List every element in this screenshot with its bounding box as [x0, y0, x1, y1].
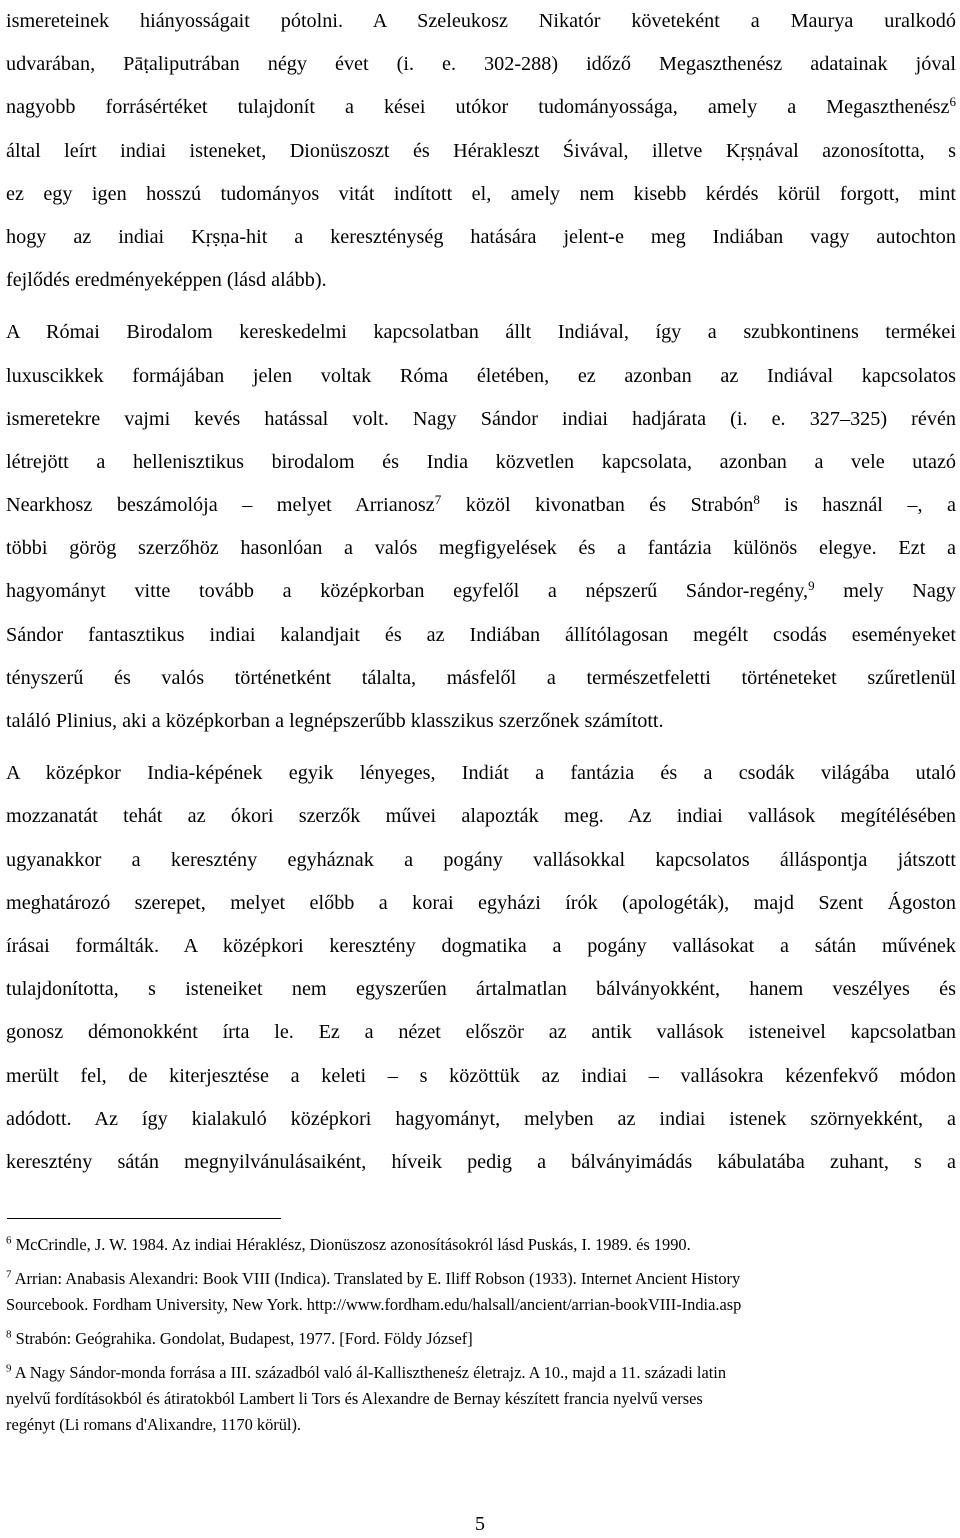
- text-line: luxuscikkek formájában jelen voltak Róma életében, ez azonban az Indiával kapcsolatos: [6, 364, 956, 387]
- text-span: hagyományt vitte tovább a középkorban egyfelől a népszerű Sándor-regény,: [6, 580, 809, 603]
- paragraph-1: [6, 0, 956, 302]
- footnote-number: 7: [6, 1268, 12, 1281]
- text-line: meghatározó szerepet, melyet előbb a korai egyházi írók (apologéták), majd Szent Ágoston: [6, 891, 956, 914]
- body-text: [6, 0, 956, 1184]
- footnote-line: nyelvű fordításokból és átiratokból Lambert li Tors és Alexandre de Bernay készített francia nyelvű verses: [6, 1389, 703, 1408]
- text-line: Sándor fantasztikus indiai kalandjait és az Indiában állítólagosan megélt csodás eseményeket: [6, 623, 956, 646]
- page-number: 5: [475, 1513, 485, 1535]
- footnote-ref-9: 9: [808, 578, 815, 594]
- text-line: keresztény sátán megnyilvánulásaiként, híveik pedig a bálványimádás kábulatába zuhant, s a: [6, 1150, 956, 1173]
- footnote-text: Arrian: Anabasis Alexandri: Book VIII (Indica). Translated by E. Iliff Robson (1933). Internet Ancient History: [14, 1269, 741, 1288]
- text-line: mozzanatát tehát az ókori szerzők művei alapozták meg. Az indiai vallások megítélésében: [6, 805, 956, 828]
- footnote-6: [6, 1232, 958, 1258]
- footnote-line: Sourcebook. Fordham University, New York. http://www.fordham.edu/halsall/ancient/arrian-bookVIII-India.asp: [6, 1295, 742, 1314]
- footnote-7: [6, 1266, 958, 1318]
- footnote-text: Strabón: Geógrahika. Gondolat, Budapest, 1977. [Ford. Földy József]: [15, 1329, 473, 1348]
- footnote-number: 8: [6, 1328, 12, 1341]
- footnote-line: [6, 1266, 958, 1292]
- text-line: tényszerű és valós történetként tálalta, másfelől a természetfeletti történeteket szűretlenül: [6, 666, 956, 689]
- text-span: Nearkhosz beszámolója – melyet Arrianosz: [6, 494, 435, 517]
- footnote-text: McCrindle, J. W. 1984. Az indiai Héraklész, Dionüszosz azonosításokról lásd Puskás, I. 1989. és 1990.: [15, 1235, 691, 1254]
- text-line: ez egy igen hosszú tudományos vitát indított el, amely nem kisebb kérdés körül forgott, mint: [6, 182, 956, 205]
- text-line: találó Plinius, aki a középkorban a legnépszerűbb klasszikus szerzőnek számított.: [6, 710, 664, 732]
- text-line: hogy az indiai Kṛṣṇa-hit a kereszténység hatására jelent-e meg Indiában vagy autochton: [6, 225, 956, 248]
- text-line: ismeretekre vajmi kevés hatással volt. Nagy Sándor indiai hadjárata (i. e. 327–325) révén: [6, 407, 956, 430]
- text-line: tulajdonította, s isteneiket nem egyszerűen ártalmatlan bálványokként, hanem veszélyes és: [6, 978, 956, 1001]
- footnote-ref-6: 6: [949, 94, 956, 110]
- text-line: [6, 570, 956, 613]
- text-line: [6, 484, 956, 527]
- text-line: A középkor India-képének egyik lényeges, Indiát a fantázia és a csodák világába utaló: [6, 762, 956, 785]
- footnote-number: 9: [6, 1362, 12, 1375]
- text-line: ismereteinek hiányosságait pótolni. A Szeleukosz Nikatór követeként a Maurya uralkodó: [6, 10, 956, 32]
- text-line: A Római Birodalom kereskedelmi kapcsolatban állt Indiával, így a szubkontinens termékei: [6, 321, 956, 344]
- footnotes: [6, 1232, 958, 1438]
- text-line: gonosz démonokként írta le. Ez a nézet először az antik vallások isteneivel kapcsolatban: [6, 1021, 956, 1044]
- footnote-text: A Nagy Sándor-monda forrása a III. századból való ál-Kallisztheneśz életrajz. A 10., majd a 11. századi latin: [14, 1363, 727, 1382]
- text-line: merült fel, de kiterjesztése a keleti – s közöttük az indiai – vallásokra kézenfekvő módon: [6, 1064, 956, 1087]
- footnote-number: 6: [6, 1234, 12, 1247]
- footnote-line: [6, 1326, 958, 1352]
- paragraph-2: [6, 311, 956, 743]
- text-line: [6, 86, 956, 129]
- footnote-9: [6, 1360, 958, 1438]
- text-line: ugyanakkor a keresztény egyháznak a pogány vallásokkal kapcsolatos álláspontja játszott: [6, 848, 956, 871]
- text-line: által leírt indiai isteneket, Dionüszoszt és Hérakleszt Śivával, illetve Kṛṣṇával azonosította, s: [6, 139, 956, 162]
- text-span: mely Nagy: [814, 580, 956, 603]
- footnote-8: [6, 1326, 958, 1352]
- footnote-ref-8: 8: [753, 491, 760, 507]
- text-span: közöl kivonatban és Strabón: [441, 494, 754, 517]
- text-span: nagyobb forrásértéket tulajdonít a kései utókor tudományossága, amely a Megaszthenész: [6, 96, 950, 119]
- text-line: létrejött a hellenisztikus birodalom és India közvetlen kapcsolata, azonban a vele utazó: [6, 450, 956, 473]
- text-line: írásai formálták. A középkori keresztény dogmatika a pogány vallásokat a sátán művének: [6, 934, 956, 957]
- text-line: udvarában, Pāṭaliputrában négy évet (i. e. 302-288) időző Megaszthenész adatainak jóval: [6, 53, 956, 76]
- text-line: fejlődés eredményeképpen (lásd alább).: [6, 269, 327, 292]
- footnote-separator: [7, 1218, 281, 1219]
- text-line: adódott. Az így kialakuló középkori hagyományt, melyben az indiai istenek szörnyekként, a: [6, 1107, 956, 1130]
- text-span: is használ –, a: [759, 494, 956, 517]
- footnote-line: [6, 1360, 958, 1386]
- footnote-ref-7: 7: [434, 491, 442, 507]
- paragraph-3: [6, 752, 956, 1184]
- footnote-line: [6, 1232, 958, 1258]
- footnote-line: regényt (Li romans d'Alixandre, 1170 körül).: [6, 1415, 302, 1434]
- text-line: többi görög szerzőhöz hasonlóan a valós megfigyelések és a fantázia különös elegye. Ezt a: [6, 537, 956, 560]
